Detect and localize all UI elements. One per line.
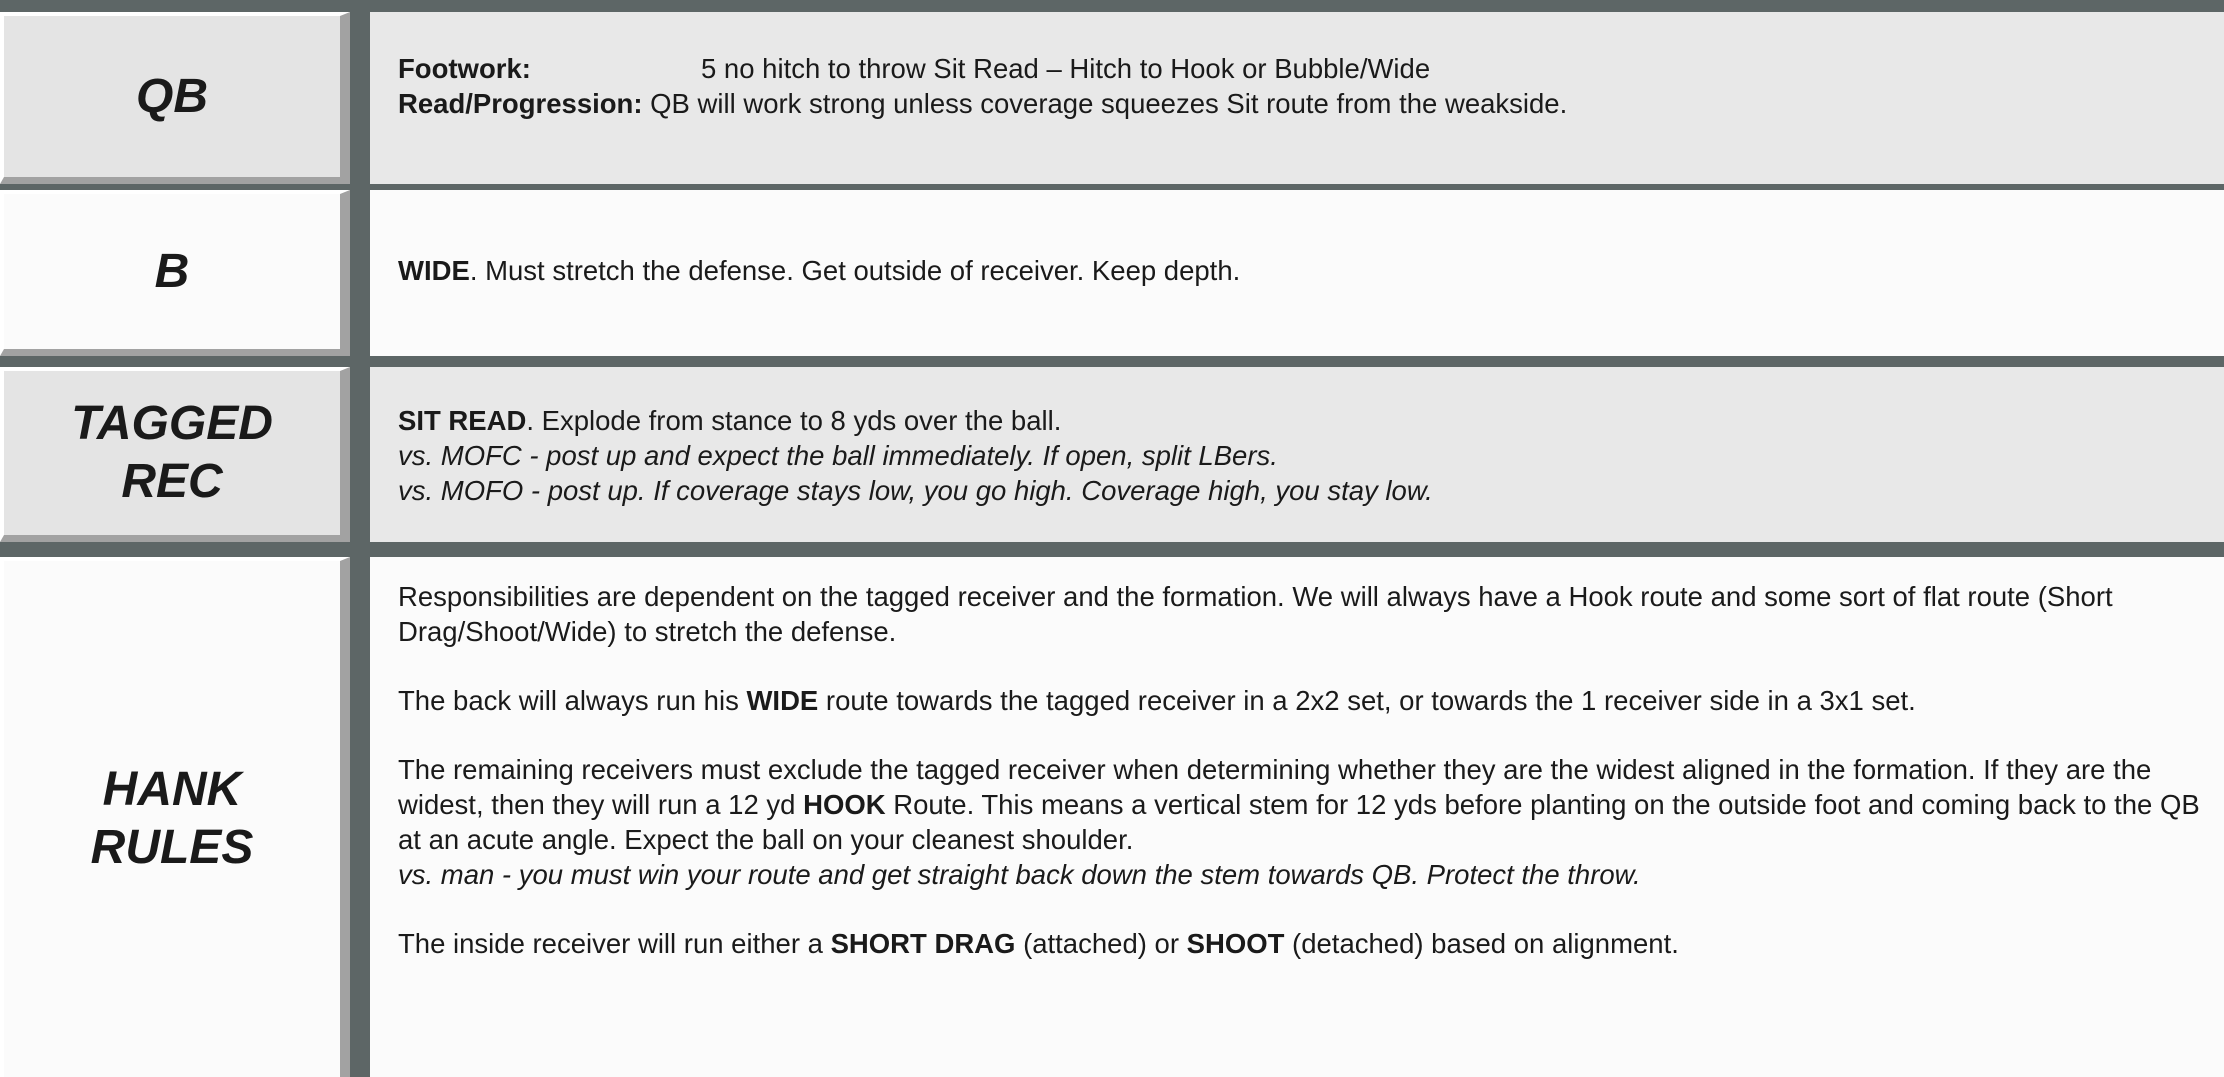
hank-rules-label: HANK RULES [0, 557, 350, 1077]
read-progression-line [398, 86, 2224, 121]
tagged-rec-label: TAGGED REC [0, 367, 350, 542]
hank-p3: The remaining receivers must exclude the tagged receiver when determining whether they are the widest aligned in the formation. If they are the widest, then they will run a 12 yd HOOK Route. This means a vertical stem for 12 yds before planting on the outside foot and coming back to the QB at an acute angle. Expect the ball on your cleanest shoulder. [398, 754, 2200, 855]
hank-p4: The inside receiver will run either a SHORT DRAG (attached) or SHOOT (detached) based on alignment. [398, 928, 1679, 959]
read-value: QB will work strong unless coverage squeezes Sit route from the weakside. [650, 88, 1568, 119]
qb-content [370, 12, 2224, 184]
b-text: WIDE. Must stretch the defense. Get outside of receiver. Keep depth. [398, 255, 1241, 286]
hank-rules-row [0, 557, 2224, 1077]
tagged-rec-content [370, 367, 2224, 542]
mofo-line: vs. MOFO - post up. If coverage stays low, you go high. Coverage high, you stay low. [398, 475, 1433, 506]
b-row [0, 190, 2224, 356]
read-key: Read/Progression: [398, 88, 643, 119]
footwork-value: 5 no hitch to throw Sit Read – Hitch to Hook or Bubble/Wide [701, 53, 1431, 84]
mofc-line: vs. MOFC - post up and expect the ball immediately. If open, split LBers. [398, 440, 1278, 471]
qb-label: QB [0, 12, 350, 184]
hank-p2: The back will always run his WIDE route towards the tagged receiver in a 2x2 set, or towards the 1 receiver side in a 3x1 set. [398, 685, 1916, 716]
qb-row [0, 12, 2224, 184]
hank-p1: Responsibilities are dependent on the tagged receiver and the formation. We will always have a Hook route and some sort of flat route (Short Drag/Shoot/Wide) to stretch the defense. [398, 581, 2113, 647]
hank-rules-content [370, 557, 2224, 1077]
tagged-rec-row [0, 367, 2224, 542]
sit-read-line: SIT READ. Explode from stance to 8 yds over the ball. [398, 405, 1062, 436]
b-content [370, 190, 2224, 356]
b-label: B [0, 190, 350, 356]
footwork-key: Footwork: [398, 53, 531, 84]
hank-p3-man: vs. man - you must win your route and get straight back down the stem towards QB. Protect the throw. [398, 859, 1641, 890]
footwork-line [398, 51, 2224, 86]
